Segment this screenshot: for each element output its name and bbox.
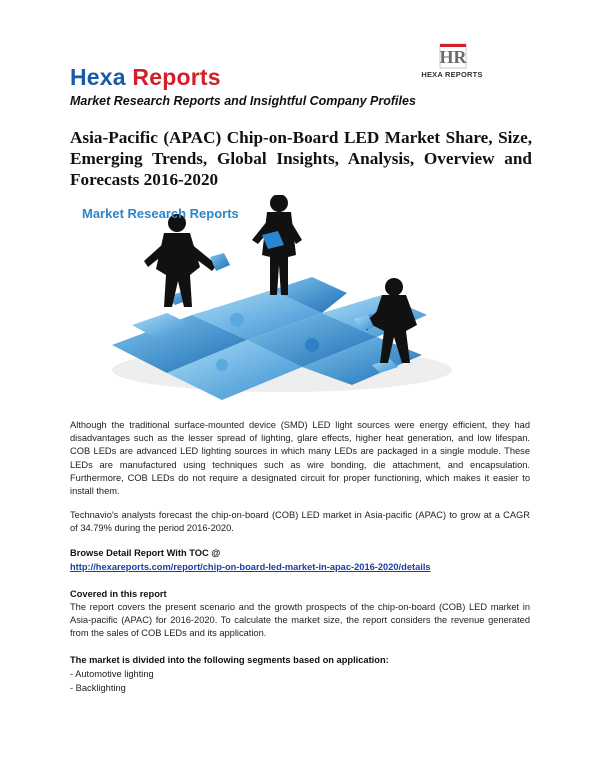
brand-name — [70, 64, 221, 91]
covered-paragraph: The report covers the present scenario and the growth prospects of the chip-on-board (COB) LED market in Asia-pacific (APAC) for 2016-2020. To calculate the market size, the report considers the revenue generated from the sales of COB LEDs and its application. — [70, 602, 530, 639]
brand-name-reports: Reports — [132, 64, 221, 90]
brand-name-hexa: Hexa — [70, 64, 126, 90]
intro-paragraph: Although the traditional surface-mounted device (SMD) LED light sources were energy efficient, they had disadvantages such as the lesser spread of lighting, glare effects, higher heat generation, and low lifespan. COB LEDs are advanced LED lighting sources in which many LEDs are packaged in a single module. These LEDs are manufactured using techniques such as wire bonding, die attachment, and encapsulation. Furthermore, COB LEDs do not require a designated circuit for proper functioning, which makes it easier to install them. — [70, 420, 530, 497]
brand-tagline: Market Research Reports and Insightful Company Profiles — [70, 94, 416, 108]
forecast-paragraph: Technavio's analysts forecast the chip-on-board (COB) LED market in Asia-pacific (APAC) to grow at a CAGR of 34.79% during the period 2016-2020. — [70, 510, 530, 534]
logo-letters: HR — [439, 47, 467, 67]
segment-item-automotive: - Automotive lighting — [70, 669, 154, 679]
report-title: Asia-Pacific (APAC) Chip-on-Board LED Market Share, Size, Emerging Trends, Global Insights, Analysis, Overview and Forecasts 2016-2020 — [70, 128, 532, 189]
covered-heading: Covered in this report — [70, 589, 167, 599]
hero-label: Market Research Reports — [82, 206, 239, 221]
report-details-link[interactable]: http://hexareports.com/report/chip-on-board-led-market-in-apac-2016-2020/details — [70, 562, 431, 572]
browse-heading: Browse Detail Report With TOC @ — [70, 548, 221, 558]
segment-item-backlighting: - Backlighting — [70, 683, 126, 693]
segments-heading: The market is divided into the following segments based on application: — [70, 655, 389, 665]
hero-illustration — [72, 195, 472, 405]
logo-caption: HEXA REPORTS — [421, 70, 483, 79]
